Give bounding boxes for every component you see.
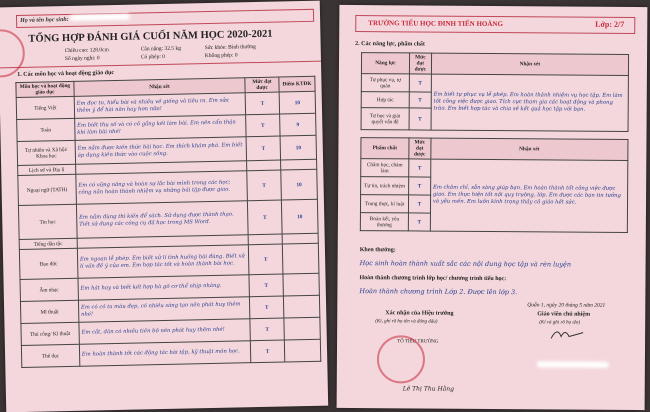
principal-name: TỔ TIỂU TRƯỜNG bbox=[397, 339, 439, 345]
capabilities-table: Năng lực Mức đạt được Nhận xét Tự phục vụ, tự quản T Em biết tự phục vụ lễ phép. Em hoàn thành nhiệm vụ học tập. Em làm tốt công việc được giao. Tích cực tham gia các hoạt động và phong trào. Em biết hợp tác và chia sẻ kết quả học tập với bạn. Hợp tác T Tự học và giải quyết vấn đề T bbox=[361, 52, 630, 132]
subjects-table bbox=[15, 76, 321, 368]
table-row: Ngoại ngữ (TATH) Em có vững năng và hoàn sự lắc bài mình trong các học; công năn hoàn thành nhiệm vụ những bài tập được giao. T 10 bbox=[18, 169, 318, 205]
table-row: Âm nhạc Em hát hay và biết kết hợp hà gõ cơ thể nhịp nhàng. T bbox=[20, 273, 319, 301]
right-page bbox=[337, 5, 648, 410]
grade-label: Lớp: 2/7 bbox=[595, 19, 625, 29]
teacher-signature-name: Lê Thị Thu Hằng bbox=[402, 385, 455, 393]
school-seal-icon bbox=[377, 335, 425, 383]
school-header-box bbox=[355, 15, 635, 34]
left-page bbox=[0, 1, 328, 412]
completion-label: Hoàn thành chương trình lớp học/ chương trình tiểu học: bbox=[359, 275, 507, 283]
excused-days: Có phép: 0 bbox=[140, 53, 166, 61]
table-row: Trung thực, kỉ luật T bbox=[360, 195, 627, 215]
table-row: Lịch sử và Địa lí bbox=[18, 159, 317, 175]
qualities-comment: Em chăm chỉ, sẵn sàng giúp bạn. Em hoàn thành tốt công việc được giao. Em thực hiện tốt nội quy trường, lớp. Em được các bạn tin tưởng và yêu mến. Em luôn kính trọng thầy cô giáo hết sức. bbox=[430, 159, 628, 232]
table-row: Tiếng Việt Em đọc to, hiểu bài và nhiều về giống và tiêu ra. Em sửa thêm ý để hài năn hay hơn nữa! T 10 bbox=[16, 91, 315, 119]
table-row: Tự nhiên và Xã hội/ Khoa học Em nắm được kiến thức bài học. Em thích khám phá. Em biết áp dụng kiến thức vào cuộc sống. T 10 bbox=[17, 135, 316, 165]
section-capabilities-heading: 2. Các năng lực, phẩm chất bbox=[355, 41, 425, 48]
absent-days: Số ngày nghỉ: 0 bbox=[64, 55, 100, 63]
col-score: Điểm KTĐK bbox=[279, 76, 315, 92]
table-row: Tiếng dân tộc bbox=[19, 233, 318, 249]
table-row: Đoàn kết, yêu thương T bbox=[360, 213, 627, 233]
table-row: Mĩ thuật Em có có ta màu đẹp, có nhiều sáng tạo nên phát huy thêm nhé! T bbox=[20, 295, 319, 323]
school-name: TRƯỜNG TIỂU HỌC ĐINH TIẾN HOÀNG bbox=[368, 19, 503, 29]
teacher-note: (Kí và ghi rõ họ tên) bbox=[539, 320, 581, 326]
table-row: Thể dục Em hoàn thành tốt các động tác bài tập, kỹ thuật môn học. T bbox=[21, 339, 320, 367]
table-row: Tin học Em nắm dùng thì kiến để sách. Sử dụng được thành thạo. Tiết sử dụng các công cụ đã học trong MS Word. T 10 bbox=[18, 199, 318, 239]
principal-label: Xác nhận của Hiệu trưởng bbox=[385, 310, 454, 317]
unexcused-days: Không phép: 0 bbox=[204, 52, 238, 60]
table-row: Tự tin, trách nhiệm T bbox=[361, 177, 628, 197]
col-level: Mức đạt được bbox=[245, 77, 279, 93]
health-value: Sức khỏe: Bình thường bbox=[204, 44, 256, 52]
completion-text: Hoàn thành chương trình Lớp 2. Được lên lớp 3. bbox=[359, 287, 518, 297]
height-value: Chiều cao: 128.0cm bbox=[64, 47, 109, 55]
reward-label: Khen thưởng: bbox=[359, 247, 396, 254]
teacher-signature bbox=[547, 324, 587, 344]
table-row: Thủ công/ Kĩ thuật Em cắt, dán có nhiều tiến bộ nên phát huy thêm nhé! T bbox=[21, 317, 320, 345]
capabilities-comment: Em biết tự phục vụ lễ phép. Em hoàn thành nhiệm vụ học tập. Em làm tốt công việc được giao. Tích cực tham gia các hoạt động và phong trào. Em biết hợp tác và chia sẻ kết quả học tập với bạn. bbox=[431, 74, 629, 131]
table-row: Toán Em biết thu số và có cố gắng kết làm bài. Em nên cẩn thận khi làm bài nhé! T 9 bbox=[17, 113, 316, 141]
table-row: Hợp tác T bbox=[361, 92, 628, 110]
col-comment: Nhận xét bbox=[74, 78, 246, 97]
student-name-label: Họ và tên học sinh: bbox=[20, 16, 69, 24]
teacher-label: Giáo viên chủ nhiệm bbox=[537, 311, 591, 318]
section-subjects-heading: 1. Các môn học và hoạt động giáo dục bbox=[17, 69, 115, 79]
report-title: TỔNG HỢP ĐÁNH GIÁ CUỐI NĂM HỌC 2020-2021 bbox=[28, 28, 273, 45]
school-seal-left bbox=[0, 29, 25, 78]
table-row: Tự phục vụ, tự quản T Em biết tự phục vụ lễ phép. Em hoàn thành nhiệm vụ học tập. Em làm tốt công việc được giao. Tích cực tham gia các hoạt động và phong trào. Em biết hợp tác và chia sẻ kết quả học tập với bạn. bbox=[361, 74, 628, 94]
redacted-teacher-name bbox=[537, 361, 609, 368]
table-row: Chăm học, chăm làm T Em chăm chỉ, sẵn sàng giúp bạn. Em hoàn thành tốt công việc được giao. Em thực hiện tốt nội quy trường, lớp. Em được các bạn tin tưởng và yêu mến. Em luôn kính trọng thầy cô giáo hết sức. bbox=[361, 159, 628, 179]
table-row: Tự học và giải quyết vấn đề T bbox=[361, 108, 628, 132]
weight-value: Cân nặng: 32.5 kg bbox=[140, 45, 182, 53]
principal-note: (Kí, ghi rõ họ tên và đóng dấu) bbox=[375, 319, 438, 325]
signing-date: Quận 1, ngày 20 tháng 5 năm 2021 bbox=[527, 302, 606, 309]
reward-text: Học sinh hoàn thành xuất sắc các nội dung học tập và rèn luyện bbox=[359, 259, 572, 269]
qualities-table: Phẩm chất Mức đạt được Nhận xét Chăm học, chăm làm T Em chăm chỉ, sẵn sàng giúp bạn. Em hoàn thành tốt công việc được giao. Em thực hiện tốt nội quy trường, lớp. Em được các bạn tin tưởng và yêu mến. Em luôn kính trọng thầy cô giáo hết sức. Tự tin, trách nhiệm T Trung thực, kỉ luật T Đoàn kết, yêu thương T bbox=[360, 137, 629, 233]
student-name-box bbox=[16, 9, 314, 28]
redacted-name bbox=[70, 14, 130, 21]
col-subject: Môn học và hoạt động giáo dục bbox=[16, 81, 74, 97]
table-row: Đạo đức Em ngoan lễ phép. Em biết xử lí tình huống bài đúng. Biết xử lí vấn đề ý của em. Em hợp tác tốt và hoàn thành bài học. T bbox=[19, 243, 319, 279]
